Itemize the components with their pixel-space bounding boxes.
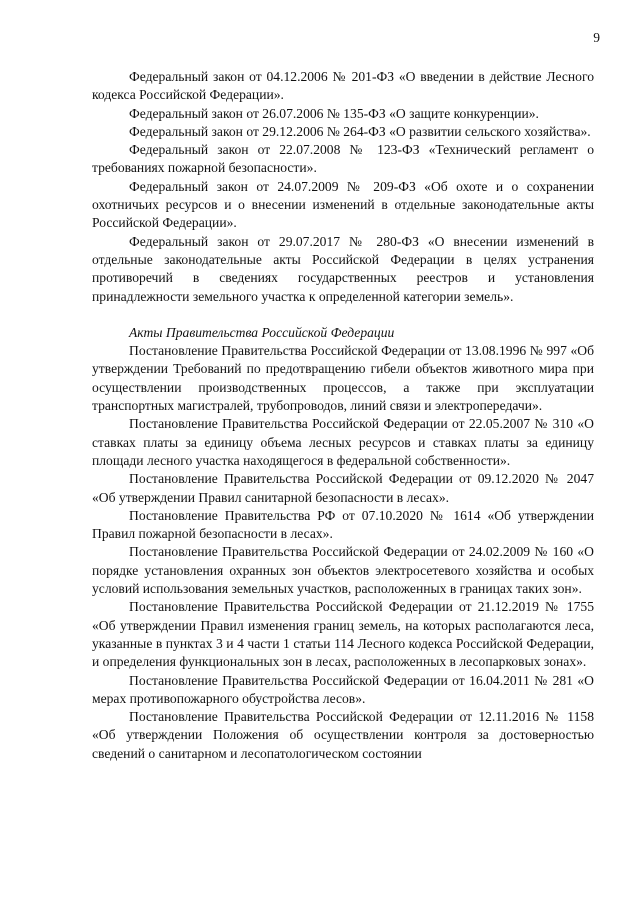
act-item: Постановление Правительства Российской Федерации от 09.12.2020 № 2047 «Об утверждении Правил санитарной безопасности в лесах». (92, 471, 594, 505)
act-item: Постановление Правительства РФ от 07.10.2020 № 1614 «Об утверждении Правил пожарной безопасности в лесах». (92, 507, 594, 542)
act-item: Постановление Правительства Российской Федерации от 21.12.2019 № 1755 «Об утверждении Правил изменения границ земель, на которых располагаются леса, указанные в пунктах 3 и 4 части 1 статьи 114 Лесного кодекса Российской Федерации, и определения функциональных зон в лесах, расположенных в лесопарковых зонах». (92, 599, 594, 670)
law-item: Федеральный закон от 22.07.2008 № 123-ФЗ «Технический регламент о требованиях пожарной безопасности». (92, 142, 594, 176)
law-item: Федеральный закон от 24.07.2009 № 209-ФЗ «Об охоте и о сохранении охотничьих ресурсов и о внесении изменений в отдельные законодательные акты Российской Федерации». (92, 178, 594, 231)
act-item: Постановление Правительства Российской Федерации от 16.04.2011 № 281 «О мерах противопожарного обустройства лесов». (92, 672, 594, 706)
act-item: Постановление Правительства Российской Федерации от 22.05.2007 № 310 «О ставках платы за единицу объема лесных ресурсов и ставках платы за единицу площади лесного участка находящегося в федеральной собственности». (92, 416, 594, 468)
law-item: Федеральный закон от 29.12.2006 № 264-ФЗ «О развитии сельского хозяйства». (129, 123, 591, 139)
act-item: Постановление Правительства Российской Федерации от 12.11.2016 № 1158 «Об утверждении Положения об осуществлении контроля за достоверностью сведений о санитарном и лесопатологическом состоянии (92, 709, 594, 761)
law-item: Федеральный закон от 04.12.2006 № 201-ФЗ «О введении в действие Лесного кодекса Российской Федерации». (92, 69, 594, 103)
act-item: Постановление Правительства Российской Федерации от 24.02.2009 № 160 «О порядке установления охранных зон объектов электросетевого хозяйства и особых условий использования земельных участков, расположенных в границах таких зон». (92, 544, 594, 597)
law-item: Федеральный закон от 26.07.2006 № 135-ФЗ «О защите конкуренции». (129, 105, 539, 121)
act-item: Постановление Правительства Российской Федерации от 13.08.1996 № 997 «Об утверждении Требований по предотвращению гибели объектов животного мира при осуществлении производственных процессов, а также при эксплуатации транспортных магистралей, трубопроводов, линий связи и электропередачи». (92, 343, 594, 414)
document-body (92, 68, 594, 763)
law-item: Федеральный закон от 29.07.2017 № 280-ФЗ «О внесении изменений в отдельные законодательные акты Российской Федерации в целях устранения противоречий в сведениях государственных реестров и установления принадлежности земельного участка к определенной категории земель». (92, 233, 594, 304)
section-title-government-acts: Акты Правительства Российской Федерации (129, 324, 395, 340)
page-number: 9 (593, 30, 600, 45)
